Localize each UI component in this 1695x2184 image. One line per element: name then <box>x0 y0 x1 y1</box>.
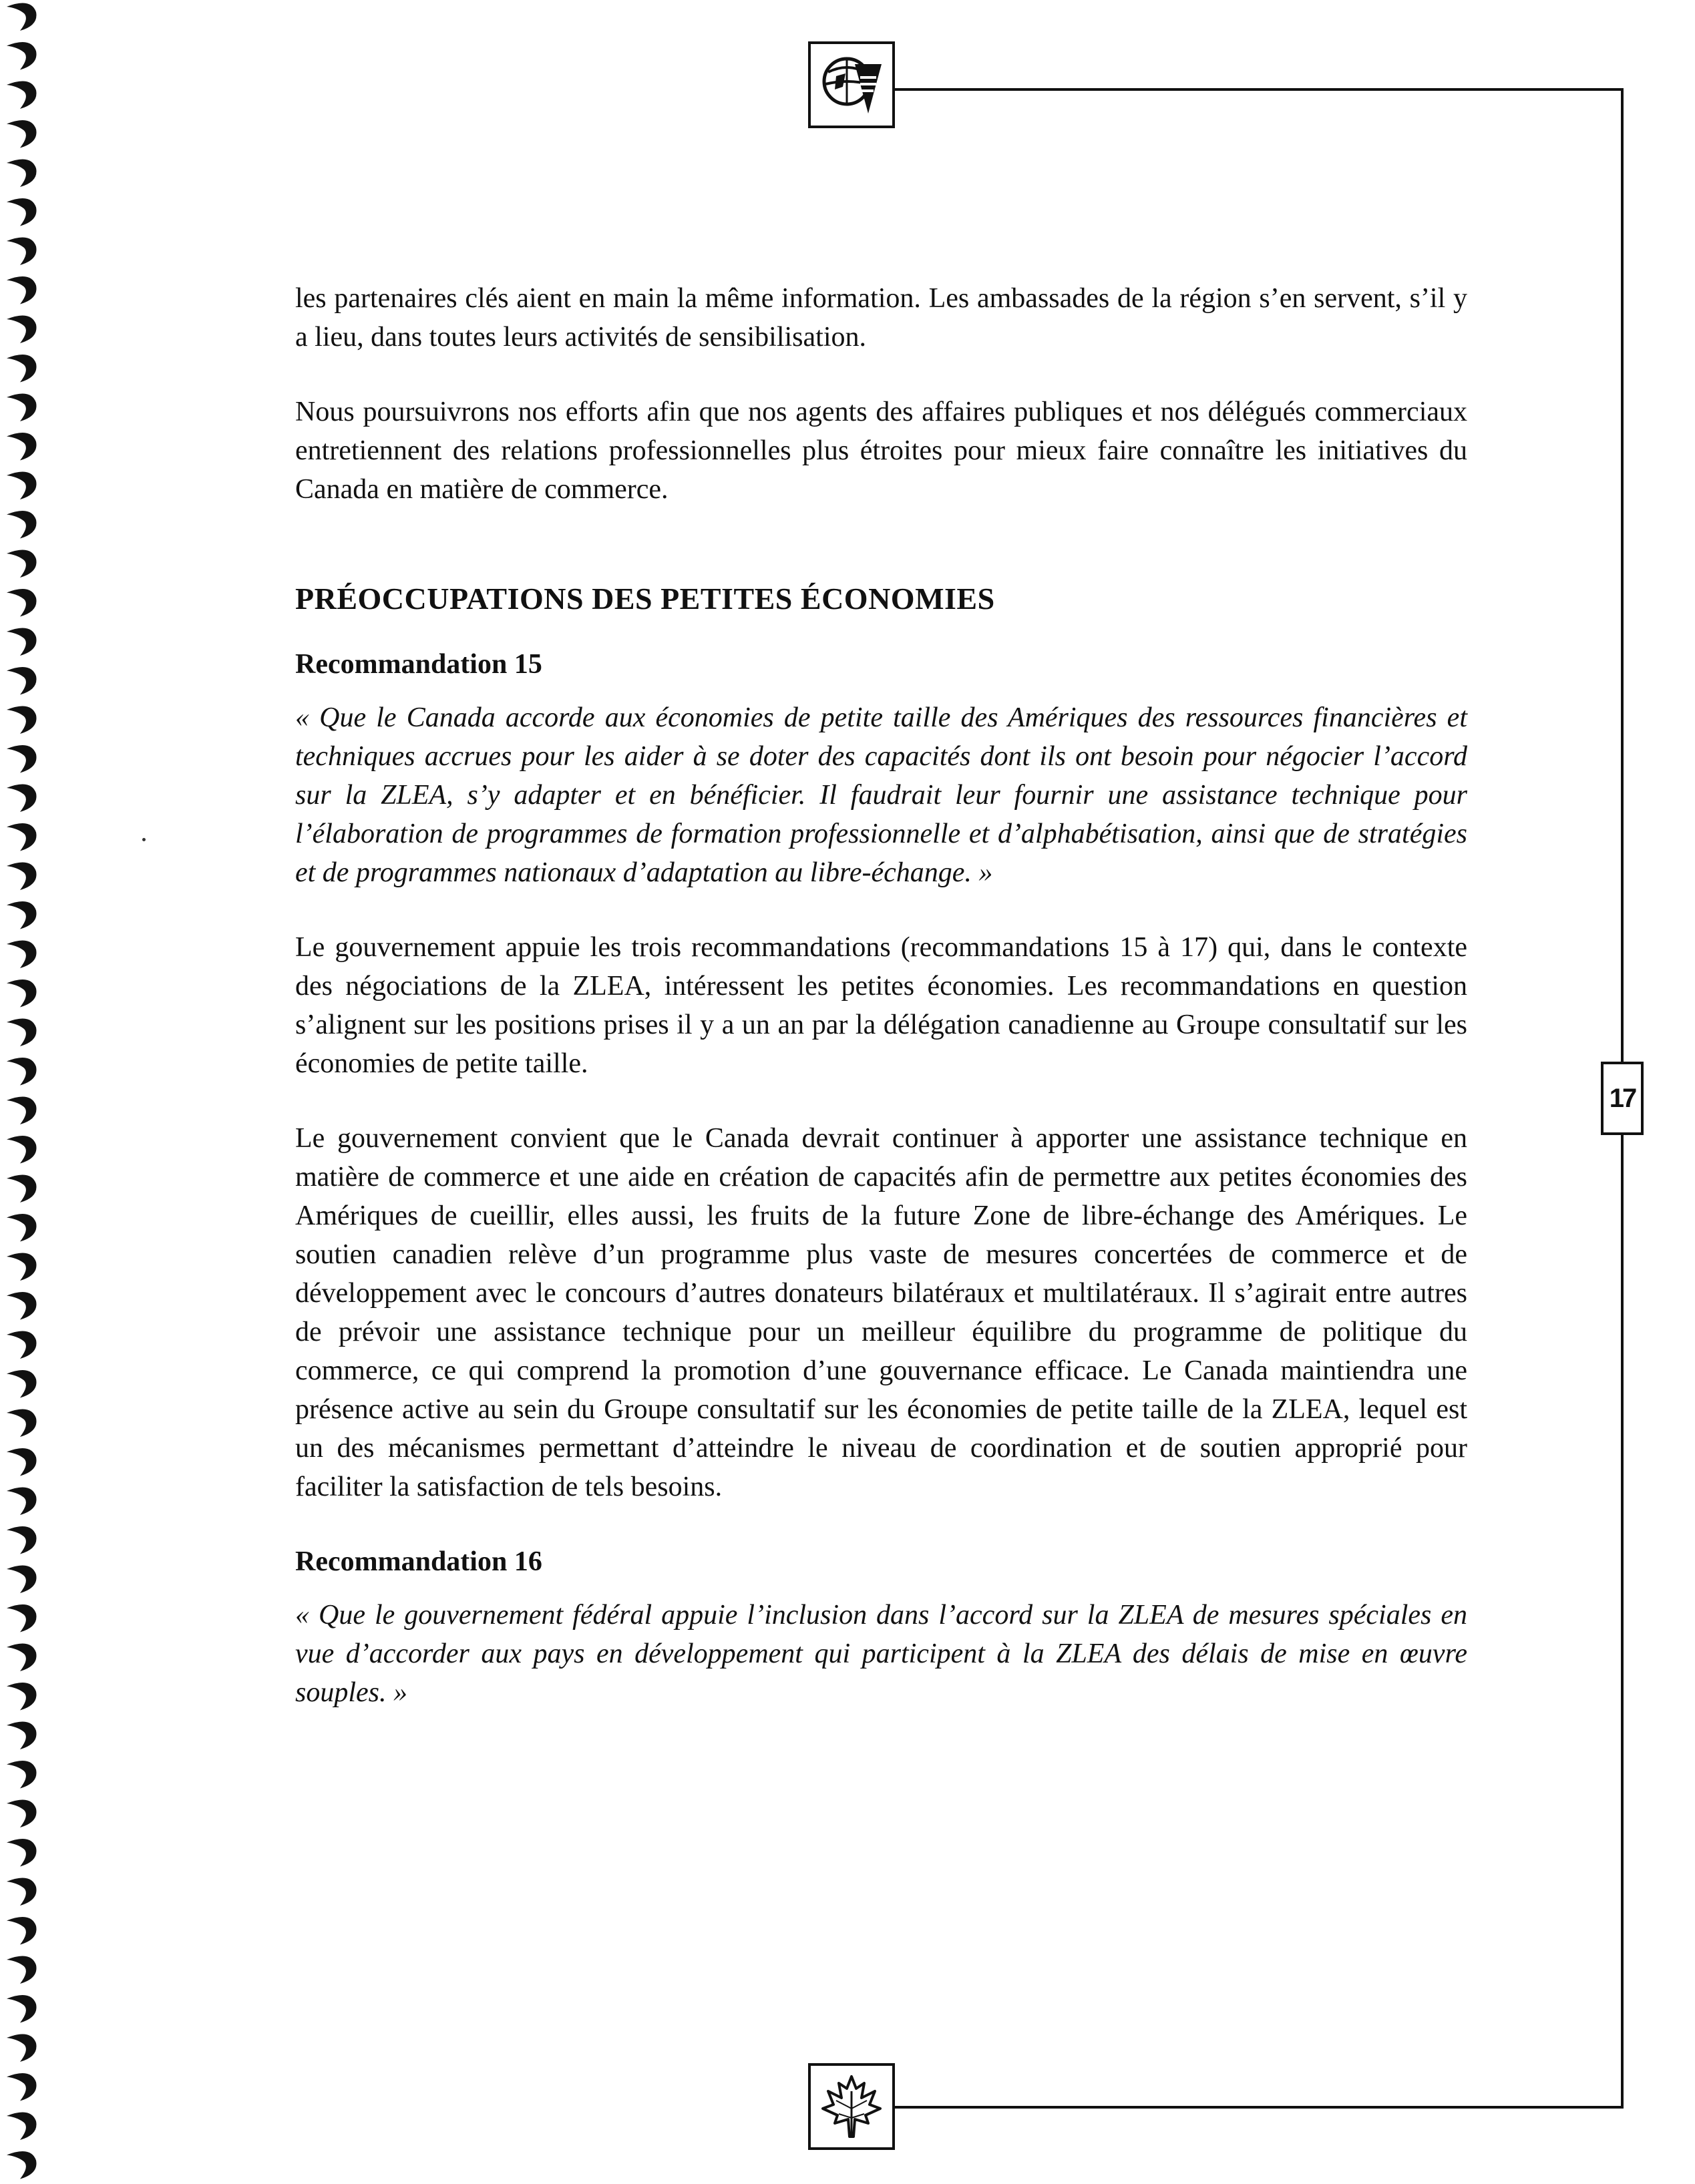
binding-ring <box>7 81 37 109</box>
binding-ring <box>7 1214 37 1241</box>
binding-ring <box>7 316 37 343</box>
paragraph-intro: les partenaires clés aient en main la même information. Les ambassades de la région s’en servent, s’il y a lieu, dans toutes leurs activités de sensibilisation. <box>295 283 1467 353</box>
binding-ring <box>7 160 37 187</box>
document-body <box>295 279 1467 1748</box>
paragraph-government-support: Le gouvernement appuie les trois recommandations (recommandations 15 à 17) qui, dans le contexte des négociations de la ZLEA, intéressent les petites économies. Les recommandations en question s’alignent sur les positions prises il y a un an par la délégation canadienne au Groupe consultatif sur les économies de petite taille. <box>295 932 1467 1079</box>
binding-ring <box>7 1488 37 1515</box>
binding-ring <box>7 1644 37 1671</box>
globe-emblem-icon <box>808 41 895 128</box>
maple-leaf-icon <box>808 2063 895 2150</box>
binding-ring <box>7 1097 37 1124</box>
binding-ring <box>7 941 37 968</box>
section-heading: PRÉOCCUPATIONS DES PETITES ÉCONOMIES <box>295 582 995 616</box>
paragraph-government-agrees: Le gouvernement convient que le Canada devrait continuer à apporter une assistance technique en matière de commerce et une aide en création de capacités afin de permettre aux petites économies des Amériques de cueillir, elles aussi, les fruits de la future Zone de libre-échange des Amériques. Le soutien canadien relève d’un programme plus vaste de mesures concertées de commerce et de développement avec le concours d’autres donateurs bilatéraux et multilatéraux. Il s’agirait entre autres de prévoir une assistance technique pour un meilleur équilibre du programme de politique du commerce, ce qui comprend la promotion d’une gouvernance efficace. Le Canada maintiendra une présence active au sein du Groupe consultatif sur les économies de petite taille de la ZLEA, lequel est un des mécanismes permettant d’atteindre le niveau de coordination et de soutien approprié pour faciliter la satisfaction de tels besoins. <box>295 1123 1467 1502</box>
binding-ring <box>7 1566 37 1593</box>
binding-ring <box>7 1800 37 1827</box>
binding-ring <box>7 1683 37 1710</box>
binding-ring <box>7 1253 37 1281</box>
binding-ring <box>7 1331 37 1359</box>
binding-ring <box>7 901 37 929</box>
binding-ring <box>7 1917 37 1944</box>
binding-ring <box>7 433 37 460</box>
binding-ring <box>7 1526 37 1554</box>
binding-ring <box>7 511 37 538</box>
spiral-binding-graphic <box>0 0 60 2184</box>
paragraph-efforts: Nous poursuivrons nos efforts afin que nos agents des affaires publiques et nos délégués commerciaux entretiennent des relations professionnelles plus étroites pour mieux faire connaître les initiatives du Canada en matière de commerce. <box>295 397 1467 505</box>
binding-ring <box>7 1448 37 1476</box>
binding-ring <box>7 2113 37 2140</box>
binding-ring <box>7 589 37 616</box>
binding-ring <box>7 120 37 148</box>
frame-top-line <box>894 88 1623 91</box>
binding-ring <box>7 355 37 382</box>
binding-ring <box>7 472 37 499</box>
binding-ring <box>7 863 37 890</box>
binding-ring <box>7 1839 37 1866</box>
binding-ring <box>7 1136 37 1163</box>
binding-ring <box>7 628 37 656</box>
binding-ring <box>7 1175 37 1203</box>
spiral-binding <box>0 0 60 2184</box>
binding-ring <box>7 550 37 578</box>
binding-ring <box>7 1722 37 1749</box>
recommendation-16-title: Recommandation 16 <box>295 1546 542 1577</box>
binding-ring <box>7 3 37 31</box>
binding-ring <box>7 1878 37 1906</box>
binding-ring <box>7 1292 37 1319</box>
binding-ring <box>7 276 37 304</box>
binding-ring <box>7 1956 37 1984</box>
binding-ring <box>7 42 37 69</box>
recommendation-15-quote: « Que le Canada accorde aux économies de petite taille des Amériques des ressources financières et techniques accrues pour les aider à se doter des capacités dont ils ont besoin pour négocier l’accord sur la ZLEA, s’y adapter et en bénéficier. Il faudrait leur fournir une assistance technique pour l’élaboration de programmes de formation professionnelle et d’alphabétisation, ainsi que de stratégies et de programmes nationaux d’adaptation au libre-échange. » <box>295 702 1467 888</box>
binding-ring <box>7 1995 37 2022</box>
binding-ring <box>7 785 37 812</box>
binding-ring <box>7 1370 37 1397</box>
binding-ring <box>7 238 37 265</box>
recommendation-16-quote: « Que le gouvernement fédéral appuie l’inclusion dans l’accord sur la ZLEA de mesures spéciales en vue d’accorder aux pays en développement qui participent à la ZLEA des délais de mise en œuvre souples. » <box>295 1600 1467 1708</box>
binding-ring <box>7 979 37 1007</box>
binding-ring <box>7 1019 37 1046</box>
frame-right-line-upper <box>1621 88 1624 1063</box>
stray-mark <box>142 838 146 841</box>
binding-ring <box>7 667 37 694</box>
page-number: 17 <box>1601 1062 1644 1135</box>
binding-ring <box>7 2073 37 2101</box>
binding-ring <box>7 2151 37 2179</box>
recommendation-15-title: Recommandation 15 <box>295 649 542 680</box>
binding-ring <box>7 1409 37 1437</box>
frame-right-line-lower <box>1621 1134 1624 2107</box>
binding-ring <box>7 1058 37 1085</box>
binding-ring <box>7 394 37 421</box>
binding-ring <box>7 823 37 851</box>
binding-ring <box>7 706 37 734</box>
binding-ring <box>7 198 37 226</box>
binding-ring <box>7 1761 37 1788</box>
frame-bottom-line <box>894 2106 1624 2109</box>
binding-ring <box>7 2034 37 2062</box>
binding-ring <box>7 1604 37 1632</box>
binding-ring <box>7 745 37 773</box>
